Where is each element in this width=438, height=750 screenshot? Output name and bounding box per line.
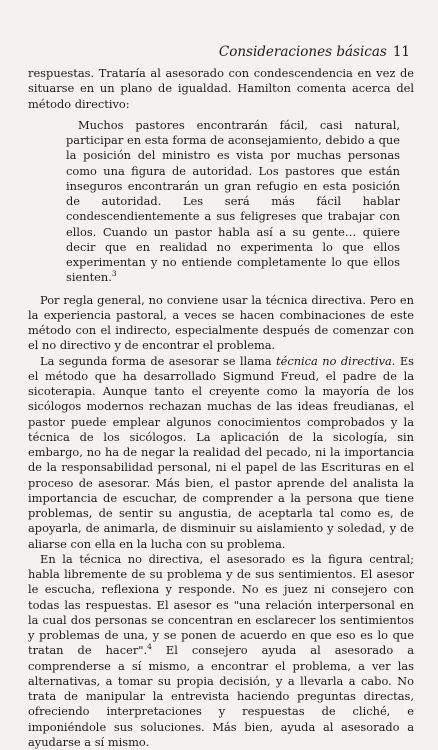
paragraph-text: Es el método que ha desarrollado Sigmund Freud, el padre de la sicoterapia. Aunque tanto el creyente como la mayoría de los sicólogos modernos rechazan muchas de las ideas freudianas, el pastor puede emplear algunos conocimientos comprobados y la técnica de los sicólogos. La aplicación de la sicología, sin embargo, no ha de negar la realidad del pecado, ni la importancia de la responsabilidad personal, ni el papel de las Escrituras en el proceso de asesorar. Más bien, el pastor aprende del analista la importancia de escuchar, de comprender a la persona que tiene problemas, de sentir su angustia, de aceptarla tal como es, de apoyarla, de animarla, de disminuir su aislamiento y soledad, y de aliarse con ella en la lucha con su problema. — [28, 353, 414, 551]
paragraph-continuation: respuestas. Trataría al asesorado con condescendencia en vez de situarse en un plano de igualdad. Hamilton comenta acerca del método directivo: — [28, 66, 414, 111]
block-quote — [66, 118, 400, 286]
paragraph-text: En la técnica no directiva, el asesorado es la figura central; habla libremente de su problema y de sus sentimientos. El asesor le escucha, reflexiona y responde. No es juez ni consejero con todas las respuestas. El asesor es "una relación interpersonal en la cual dos personas se concentran en esclarecer los sentimientos y problemas de una, y se ponen de acuerdo en que eso es lo que tratan de hacer". — [28, 551, 414, 658]
paragraph-text: La segunda forma de asesorar se llama — [40, 353, 276, 368]
paragraph-directive: Por regla general, no conviene usar la técnica directiva. Pero en la experiencia pastoral, a veces se hacen combinaciones de este método con el indirecto, especialmente después de comenzar con el no directivo y de encontrar el problema. — [28, 292, 414, 353]
quote-text: Muchos pastores encontrarán fácil, casi natural, participar en esta forma de aconsejamiento, debido a que la posición del ministro es vista por muchas personas como una figura de autoridad. Los pastores que están inseguros encontrarán un gran refugio en esta posición de autoridad. Les será más fácil hablar condescendientemente a sus feligreses que trabajar con ellos. Cuando un pastor habla así a su gente… quiere decir que en realidad no experimenta lo que ellos experimentan y no entiende completamente lo que ellos sienten. — [66, 117, 400, 285]
page-body — [28, 66, 414, 750]
page-number: 11 — [392, 44, 410, 60]
footnote-ref-3: 3 — [111, 269, 117, 279]
paragraph-text: El consejero ayuda al asesorado a comprenderse a sí mismo, a encontrar el problema, a ver las alternativas, a tomar su propia decisión, y a llevarla a cabo. No trata de manipular la entrevista haciendo preguntas directas, ofreciendo interpretaciones y respuestas de cliché, e imponiéndole sus soluciones. Más bien, ayuda al asesorado a ayudarse a sí mismo. — [28, 643, 414, 749]
paragraph-central-figure — [28, 552, 414, 750]
term-italic: técnica no directiva. — [276, 353, 396, 368]
paragraph-nondirective — [28, 354, 414, 552]
chapter-title: Consideraciones básicas — [218, 44, 387, 60]
footnote-ref-4: 4 — [147, 642, 152, 652]
running-header — [219, 44, 410, 60]
